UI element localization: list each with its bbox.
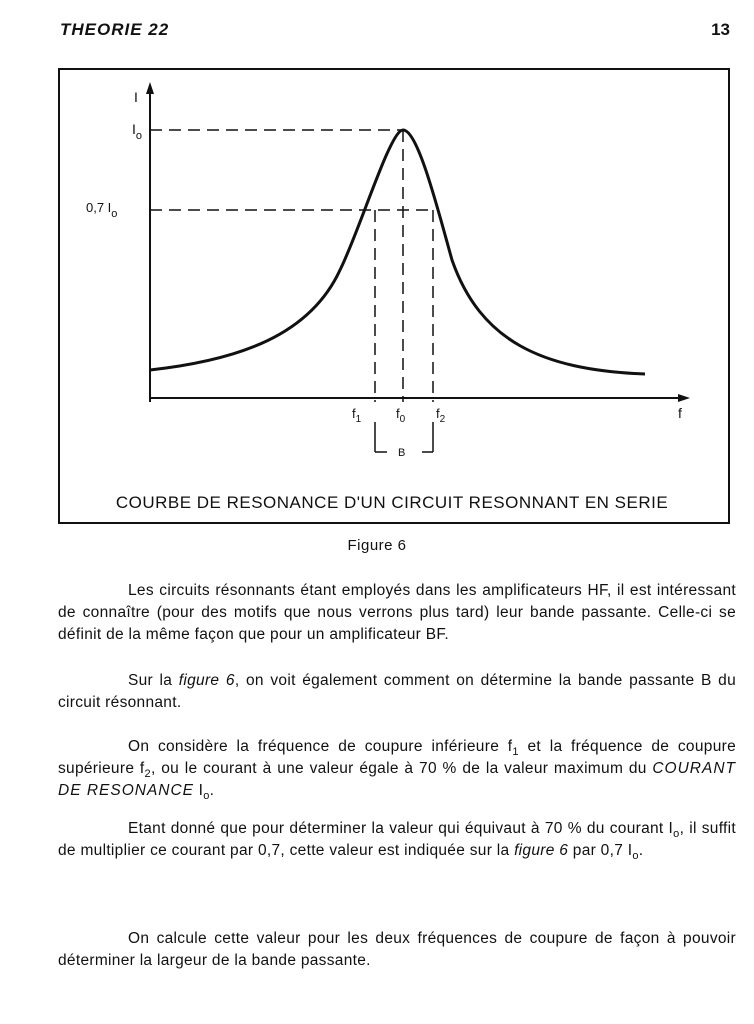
paragraph-4-text-c: par 0,7 I <box>568 842 633 859</box>
seventy-percent-label-sub: o <box>111 208 118 220</box>
resonance-curve <box>150 130 645 374</box>
f0-label-main: f <box>396 406 400 421</box>
paragraph-2-text-b: , on voit également comment on détermine la bande passante B du circuit résonnant. <box>58 672 736 711</box>
paragraph-4-sub-1: o <box>673 828 680 841</box>
f1-label-main: f <box>352 406 356 421</box>
paragraph-5 <box>58 928 736 972</box>
paragraph-4 <box>58 818 736 862</box>
paragraph-3-emphasis: COURANT DE RESONANCE <box>58 760 736 799</box>
peak-current-label <box>132 121 142 142</box>
x-axis-arrow-icon <box>678 394 690 402</box>
f2-label-main: f <box>436 406 440 421</box>
paragraph-3 <box>58 736 736 802</box>
paragraph-1 <box>58 580 736 646</box>
page-number: 13 <box>711 20 730 39</box>
y-axis-arrow-icon <box>146 82 154 94</box>
paragraph-5-text: On calcule cette valeur pour les deux fréquences de coupure de façon à pouvoir déterminer la largeur de la bande passante. <box>58 930 736 969</box>
paragraph-3-sub-1: 1 <box>512 746 519 759</box>
paragraph-3-sub-2: 2 <box>144 768 151 781</box>
paragraph-4-text-a: Etant donné que pour déterminer la valeur qui équivaut à 70 % du courant I <box>128 820 674 837</box>
paragraph-2-text-a: Sur la <box>128 672 179 689</box>
bandwidth-label: B <box>398 447 406 459</box>
running-header-title: THEORIE 22 <box>60 20 170 39</box>
f2-label-sub: 2 <box>439 414 446 425</box>
f0-label <box>396 406 406 425</box>
paragraph-3-text-a: On considère la fréquence de coupure inférieure f <box>128 738 513 755</box>
f2-label <box>436 406 446 425</box>
seventy-percent-label-main: 0,7 I <box>86 200 112 215</box>
resonance-curve-diagram <box>60 70 728 522</box>
f1-label <box>352 406 362 425</box>
f0-label-sub: 0 <box>399 414 406 425</box>
figure-caption: Figure 6 <box>347 537 407 554</box>
paragraph-1-text: Les circuits résonnants étant employés dans les amplificateurs HF, il est intéressant de connaître (pour des motifs que nous verrons plus tard) leur bande passante. Celle-ci se définit de la même façon que pour un amplificateur BF. <box>58 582 736 643</box>
x-axis-label: f <box>678 405 682 421</box>
paragraph-2-figure-ref: figure 6 <box>178 672 235 689</box>
figure-box-caption: COURBE DE RESONANCE D'UN CIRCUIT RESONNANT EN SERIE <box>115 493 669 512</box>
paragraph-4-figure-ref: figure 6 <box>514 842 569 859</box>
figure-frame <box>58 68 730 524</box>
paragraph-4-sub-2: o <box>632 850 639 863</box>
paragraph-3-text-c: , ou le courant à une valeur égale à 70 % de la valeur maximum du <box>150 760 653 777</box>
paragraph-3-text-d: I <box>194 782 204 799</box>
paragraph-3-text-e: . <box>209 782 215 799</box>
paragraph-4-text-b: , il suffit de multiplier ce courant par 0,7, cette valeur est indiquée sur la <box>58 820 736 859</box>
paragraph-3-text-b: et la fréquence de coupure supérieure f <box>58 738 736 777</box>
peak-current-label-main: I <box>132 121 136 137</box>
y-axis-label: I <box>134 89 138 105</box>
paragraph-4-text-d: . <box>638 842 644 859</box>
seventy-percent-label <box>86 200 117 220</box>
paragraph-3-sub-3: o <box>203 790 210 803</box>
f1-label-sub: 1 <box>355 414 362 425</box>
peak-current-label-sub: o <box>135 130 143 142</box>
paragraph-2 <box>58 670 736 714</box>
